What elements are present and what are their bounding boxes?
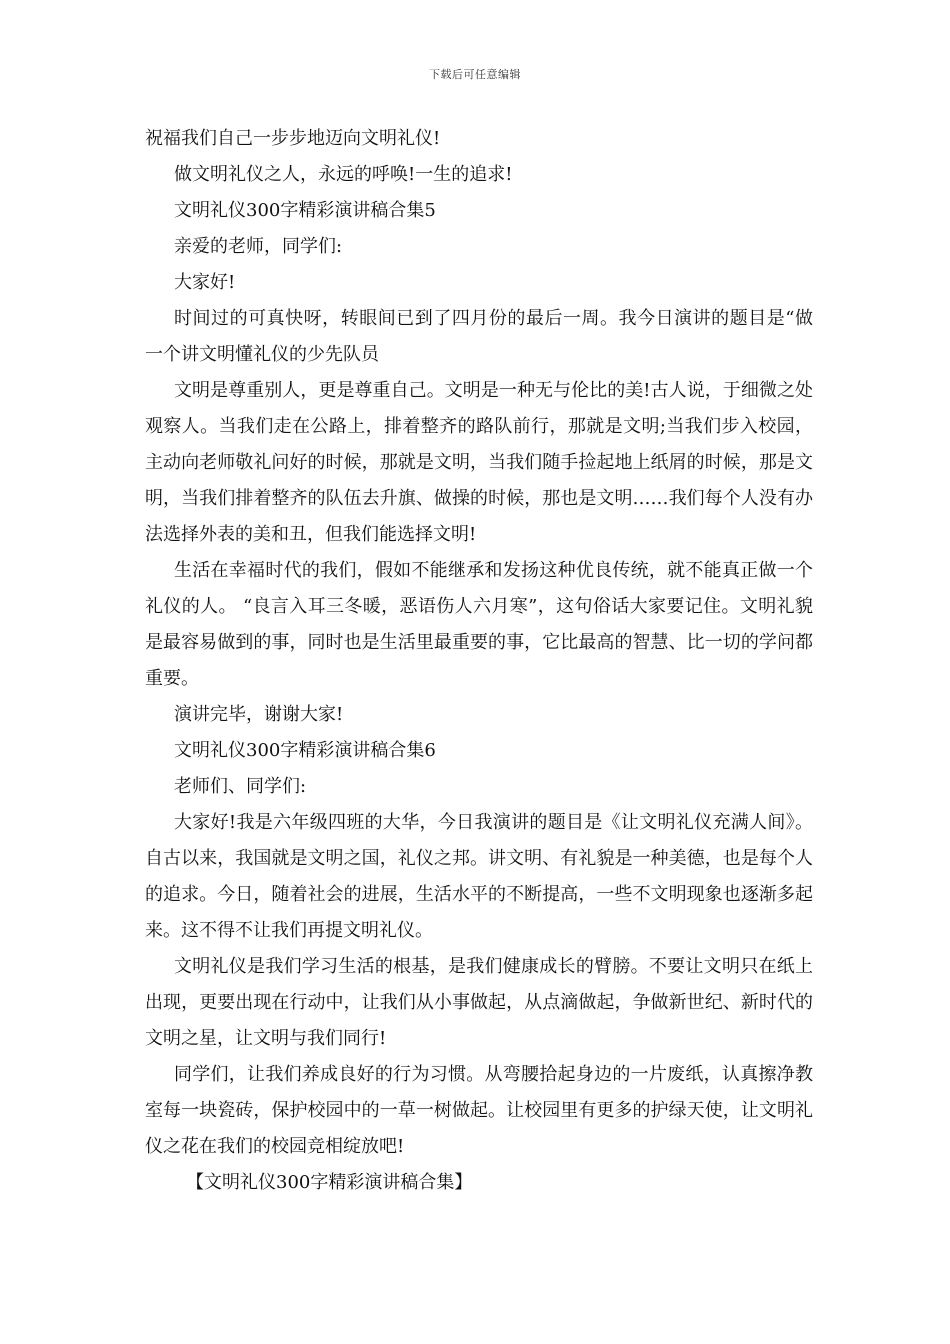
paragraph: 大家好!我是六年级四班的大华，今日我演讲的题目是《让文明礼仪充满人间》。 自古以来，我国就是文明之国，礼仪之邦。讲文明、有礼貌是一种美德，也是每个人的追求。今日，随着社会的进展，生活水平的不断提高，一些不文明现象也逐渐多起来。这不得不让我们再提文明礼仪。: [145, 812, 813, 941]
document-body: [145, 121, 813, 1201]
closing-title: 【文明礼仪300字精彩演讲稿合集】: [186, 1172, 473, 1193]
paragraph: 时间过的可真快呀，转眼间已到了四月份的最后一周。我今日演讲的题目是“做一个讲文明懂礼仪的少先队员: [145, 308, 813, 365]
paragraph: 文明礼仪是我们学习生活的根基，是我们健康成长的臂膀。不要让文明只在纸上出现，更要出现在行动中，让我们从小事做起，从点滴做起，争做新世纪、新时代的文明之星，让文明与我们同行!: [145, 956, 813, 1049]
salutation: 亲爱的老师，同学们:: [174, 236, 343, 257]
paragraph: 文明是尊重别人，更是尊重自己。文明是一种无与伦比的美!古人说，于细微之处观察人。当我们走在公路上，排着整齐的路队前行，那就是文明;当我们步入校园，主动向老师敬礼问好的时候，那就是文明，当我们随手捡起地上纸屑的时候，那是文明，当我们排着整齐的队伍去升旗、做操的时候，那也是文明……我们每个人没有办法选择外表的美和丑，但我们能选择文明!: [145, 380, 813, 545]
greeting: 大家好!: [174, 272, 236, 293]
paragraph: 演讲完毕，谢谢大家!: [174, 704, 344, 725]
section-title: 文明礼仪300字精彩演讲稿合集5: [174, 200, 436, 221]
paragraph: 生活在幸福时代的我们，假如不能继承和发扬这种优良传统，就不能真正做一个礼仪的人。 “良言入耳三冬暖，恶语伤人六月寒”，这句俗话大家要记住。文明礼貌是最容易做到的事，同时也是生活里最重要的事，它比最高的智慧、比一切的学问都重要。: [145, 560, 813, 689]
paragraph: 同学们，让我们养成良好的行为习惯。从弯腰拾起身边的一片废纸，认真擦净教室每一块瓷砖，保护校园中的一草一树做起。让校园里有更多的护绿天使，让文明礼仪之花在我们的校园竞相绽放吧!: [145, 1064, 813, 1157]
paragraph: 祝福我们自己一步步地迈向文明礼仪!: [145, 128, 441, 149]
section-title: 文明礼仪300字精彩演讲稿合集6: [174, 740, 436, 761]
paragraph: 做文明礼仪之人，永远的呼唤!一生的追求!: [174, 164, 513, 185]
salutation: 老师们、同学们:: [174, 776, 307, 797]
page-header: 下载后可任意编辑: [429, 68, 521, 81]
